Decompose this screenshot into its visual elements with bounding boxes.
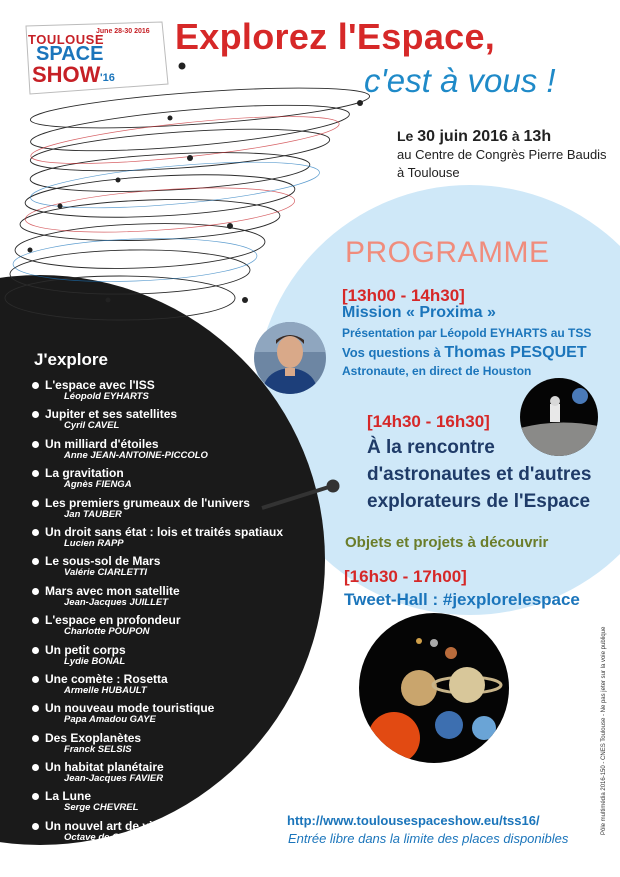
explore-item-title: Un nouveau mode touristique: [45, 701, 215, 716]
planets-photo: [359, 613, 509, 763]
explore-item: [32, 613, 292, 642]
slot3-title: Tweet-Hall : #jexplorelespace: [344, 590, 580, 609]
explore-item-title: L'espace en profondeur: [45, 613, 181, 628]
bullet-icon: [32, 382, 39, 389]
explore-item: [32, 407, 292, 436]
explore-item-speaker: Jan TAUBER: [64, 508, 122, 520]
explore-item-title: Un habitat planétaire: [45, 760, 164, 775]
explore-item-speaker: Lucien RAPP: [64, 537, 124, 549]
bullet-icon: [32, 558, 39, 565]
explore-item-title: Le sous-sol de Mars: [45, 554, 161, 569]
event-date: Le 30 juin 2016 à 13h: [397, 128, 552, 145]
explore-item-title: Un petit corps: [45, 642, 126, 657]
explore-item-speaker: Léopold EYHARTS: [64, 391, 149, 402]
explore-item-speaker: Valérie CIARLETTI: [64, 567, 148, 579]
bullet-icon: [32, 705, 39, 712]
explore-item: [32, 437, 292, 466]
explore-item: [32, 378, 292, 407]
slot1-presentation: Présentation par Léopold EYHARTS au TSS: [342, 326, 592, 340]
explore-item: [32, 789, 292, 818]
explore-item-speaker: Franck SELSIS: [64, 743, 132, 755]
explore-item: [32, 496, 292, 525]
explore-item-title: La gravitation: [45, 466, 124, 481]
explore-item-speaker: Armelle HUBAULT: [64, 684, 147, 696]
slot3-time: [16h30 - 17h00]: [344, 567, 467, 586]
explore-item-title: Une comète : Rosetta: [45, 671, 168, 686]
main-title: Explorez l'Espace,: [175, 16, 496, 57]
explore-item: [32, 760, 292, 789]
explore-item-title: Un milliard d'étoiles: [45, 436, 159, 451]
logo-line2: SPACE: [36, 43, 104, 65]
explore-item: [32, 466, 292, 495]
moonwalk-photo: [520, 378, 598, 456]
explore-item: [32, 819, 292, 848]
slot1-title: Mission « Proxima »: [342, 304, 496, 321]
explore-item-speaker: Anne JEAN-ANTOINE-PICCOLO: [64, 449, 208, 461]
bullet-icon: [32, 500, 39, 507]
explore-item-title: Jupiter et ses satellites: [45, 407, 178, 422]
explore-item: [32, 525, 292, 554]
explore-item-title: Mars avec mon satellite: [45, 583, 180, 598]
event-info: [397, 127, 607, 182]
explore-item: [32, 584, 292, 613]
event-city: à Toulouse: [397, 165, 460, 180]
logo-line3: SHOW: [32, 62, 101, 87]
explore-item-speaker: Papa Amadou GAYE: [64, 714, 156, 726]
explore-item: [32, 731, 292, 760]
explore-item-title: L'espace avec l'ISS: [45, 378, 155, 392]
slot2-time: [14h30 - 16h30]: [367, 412, 490, 431]
subtitle: c'est à vous !: [364, 62, 556, 99]
slot1-astronaut: Astronaute, en direct de Houston: [342, 364, 532, 378]
explore-item-speaker: Serge CHEVREL: [64, 802, 139, 814]
tss-logo: [22, 20, 172, 100]
bullet-icon: [32, 441, 39, 448]
explore-item-speaker: Jean-Jacques FAVIER: [64, 773, 164, 785]
logo-dates: June 28-30 2016: [96, 28, 150, 35]
explore-item-speaker: Charlotte POUPON: [64, 626, 150, 638]
bullet-icon: [32, 529, 39, 536]
explore-item: [32, 672, 292, 701]
explore-item-speaker: Jean-Jacques JUILLET: [64, 596, 169, 608]
bullet-icon: [32, 588, 39, 595]
explore-item-speaker: Lydie BONAL: [64, 655, 126, 667]
logo-year: '16: [100, 72, 115, 84]
explore-item-title: Un nouvel art de vivre: [45, 818, 171, 833]
entry-note: Entrée libre dans la limite des places disponibles: [288, 831, 569, 846]
bullet-icon: [32, 617, 39, 624]
programme-heading: PROGRAMME: [345, 236, 550, 269]
bullet-icon: [32, 764, 39, 771]
bullet-icon: [32, 823, 39, 830]
explore-list: [32, 378, 292, 848]
explore-heading: J'explore: [34, 350, 108, 369]
bullet-icon: [32, 647, 39, 654]
bullet-icon: [32, 735, 39, 742]
explore-item-speaker: Agnès FIENGA: [64, 479, 132, 491]
bullet-icon: [32, 470, 39, 477]
explore-item-title: Les premiers grumeaux de l'univers: [45, 495, 250, 510]
website-link[interactable]: http://www.toulousespaceshow.eu/tss16/: [287, 813, 540, 828]
explore-item-title: La Lune: [45, 789, 92, 804]
event-venue: au Centre de Congrès Pierre Baudis: [397, 147, 607, 162]
explore-item-speaker: Cyril CAVEL: [64, 420, 120, 432]
explore-item-title: Un droit sans état : lois et traités spatiaux: [45, 524, 284, 539]
slot1-questions: Vos questions à Thomas PESQUET: [342, 344, 587, 361]
logo-line1: TOULOUSE: [28, 32, 104, 47]
explore-item: [32, 643, 292, 672]
explore-item-speaker: Octave de GAULLE: [64, 831, 152, 843]
credits-vertical: Pôle multimédia 2016-150 - CNES Toulouse - Ne pas jeter sur la voie publique: [601, 626, 607, 835]
bullet-icon: [32, 676, 39, 683]
objets-text: Objets et projets à découvrir: [345, 534, 549, 551]
explore-item-title: Des Exoplanètes: [45, 730, 142, 745]
slot1-time: [13h00 - 14h30]: [342, 286, 465, 305]
explore-item: [32, 554, 292, 583]
explore-item: [32, 701, 292, 730]
bullet-icon: [32, 411, 39, 418]
bullet-icon: [32, 793, 39, 800]
slot2-title: À la rencontre d'astronautes et d'autres explorateurs de l'Espace: [367, 437, 592, 512]
